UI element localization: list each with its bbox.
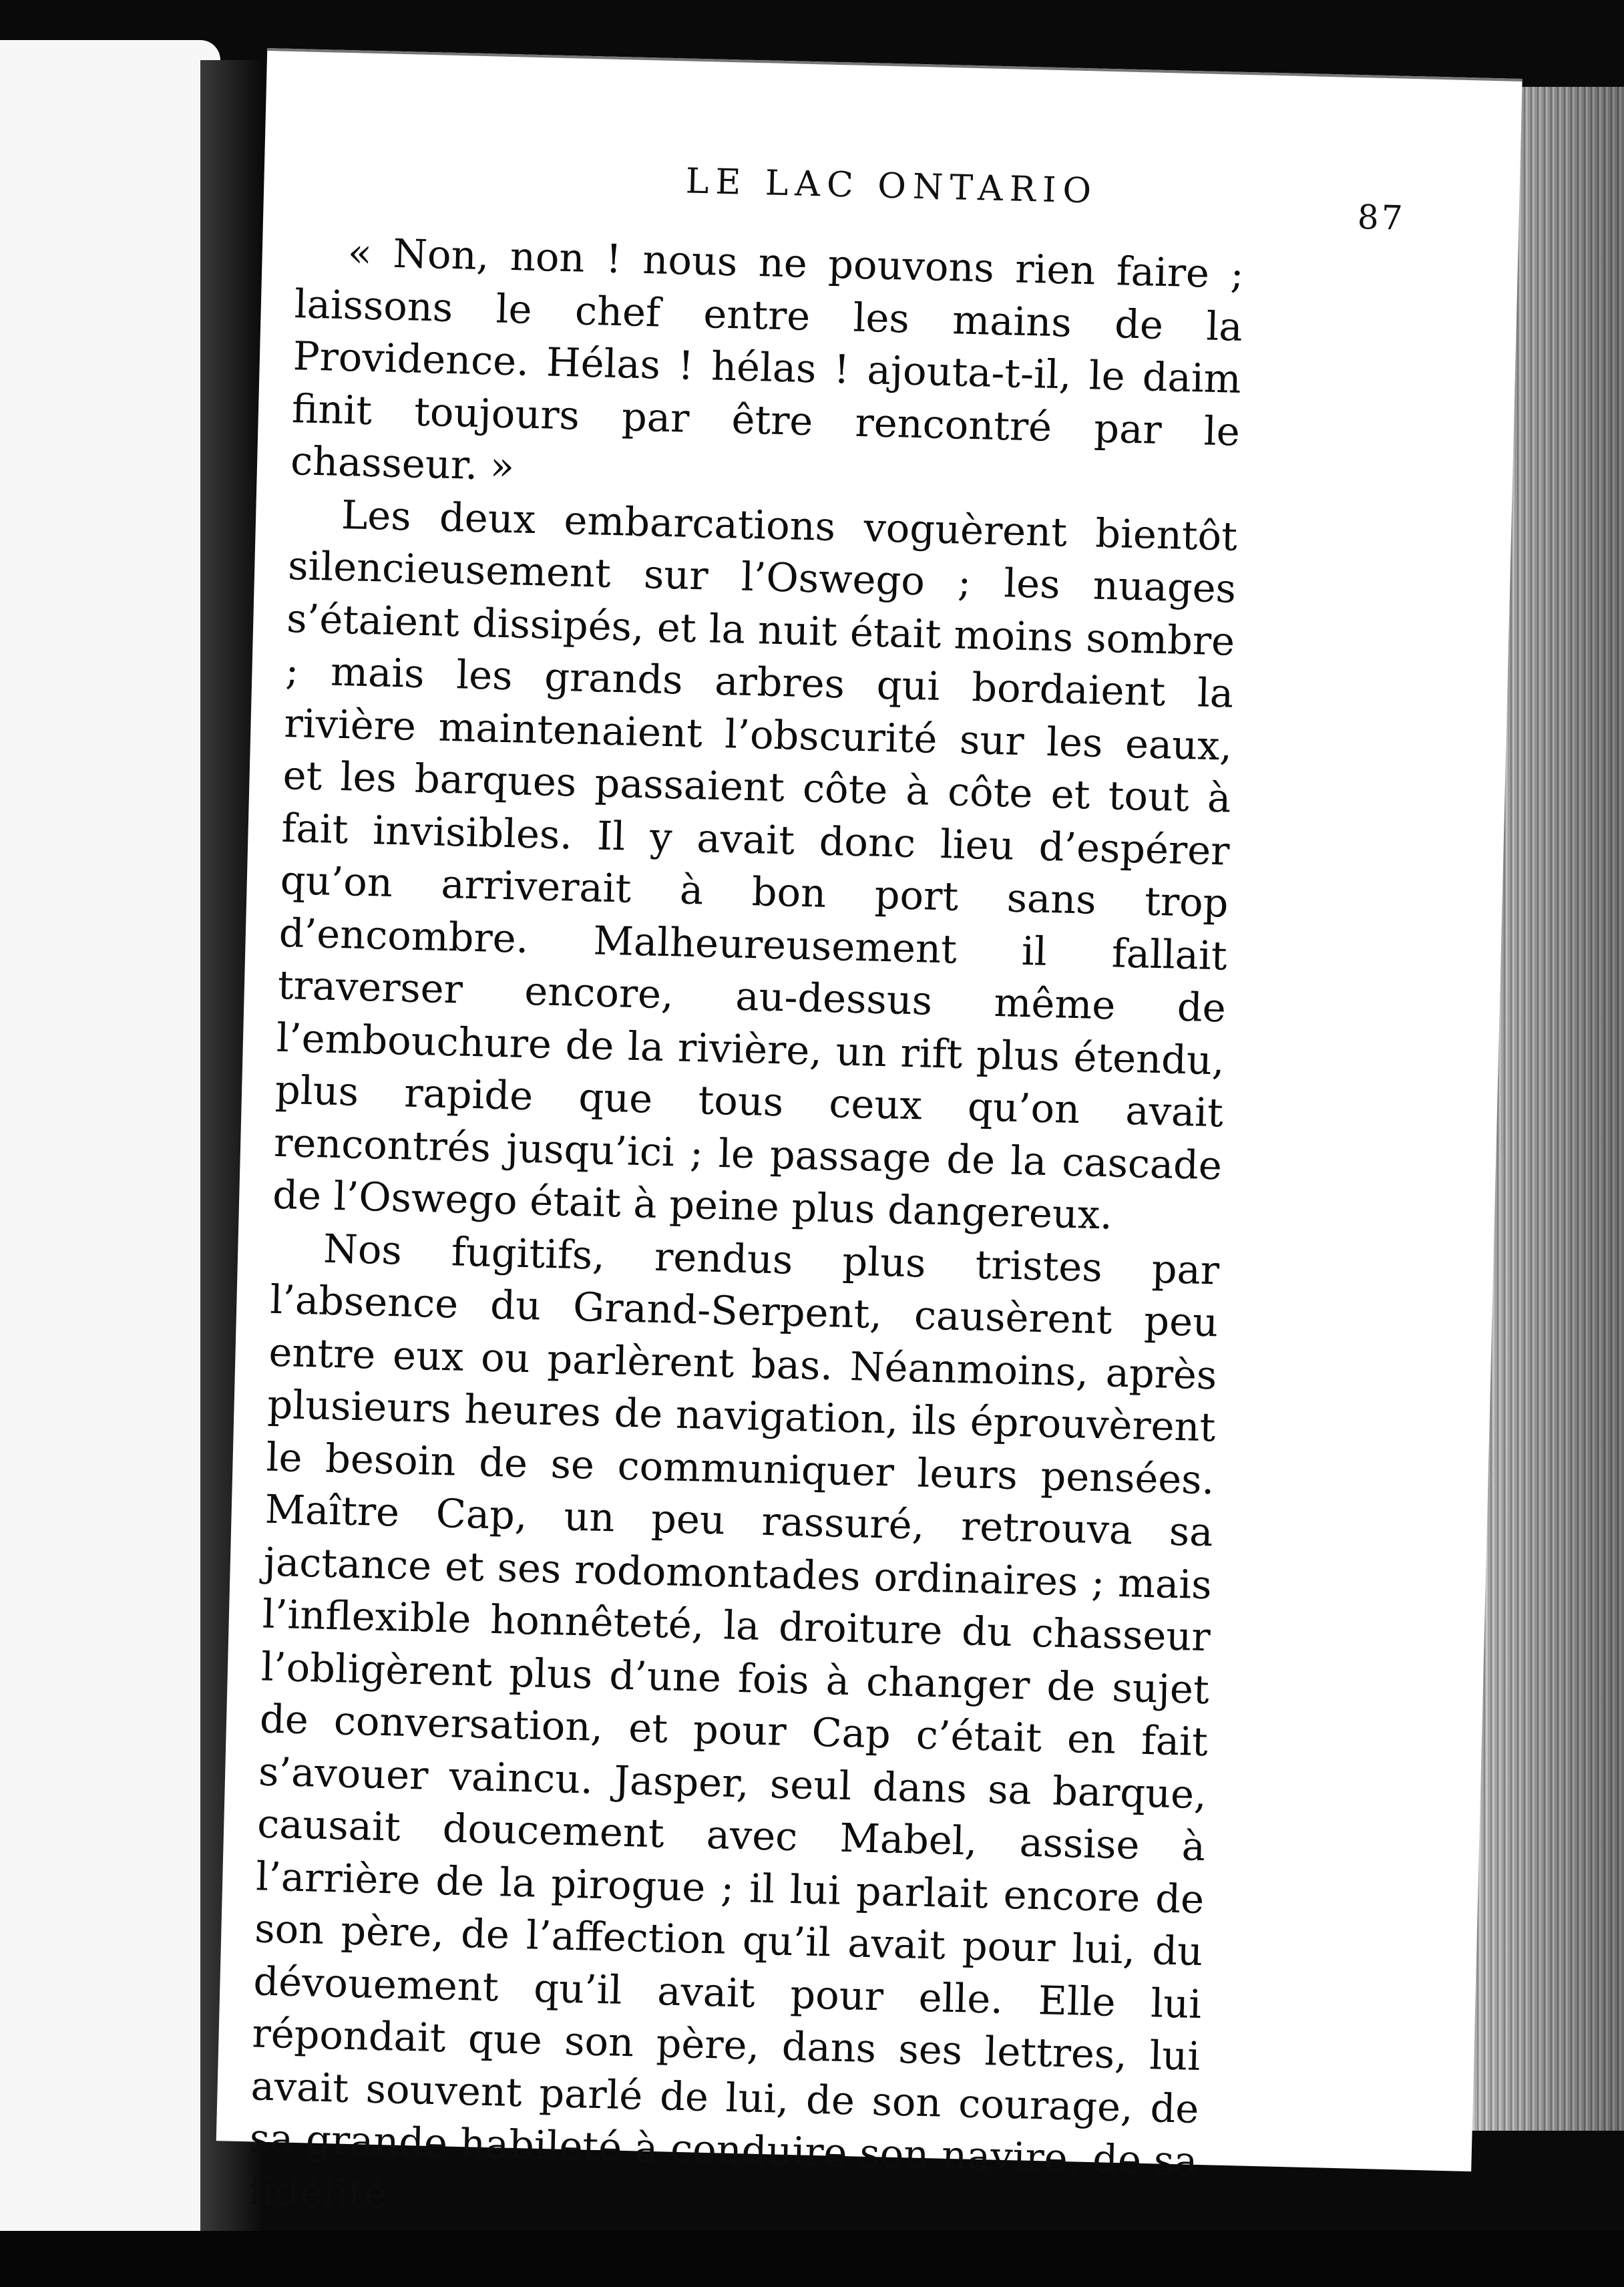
paragraph-3: Nos fugitifs, rendus plus tristes par l’absence du Grand-Serpent, causèrent peu entre eux ou parlèrent bas. Néanmoins, après plusieurs heures de navigation, ils éprouvèrent le besoin de se communiquer leurs pensées. Maître Cap, un peu rassuré, retrouva sa jactance et ses rodomontades ordinaires ; mais l’inflexible honnêteté, la droiture du chasseur l’obligèrent plus d’une fois à changer de sujet de conversation, et pour Cap c’était en fait s’avouer vaincu. Jasper, seul dans sa barque, causait doucement avec Mabel, assise à l’arrière de la pirogue ; il lui parlait encore de son père, de l’affection qu’il avait pour lui, du dévouement qu’il avait pour elle. Elle lui répondait que son père, dans ses lettres, lui avait souvent parlé de lui, de son courage, de sa grande habileté à conduire son navire, de sa fidélité	[248, 1225, 1220, 2217]
book-page	[216, 48, 1522, 2217]
left-facing-page	[0, 40, 220, 2244]
page-number: 87	[1357, 198, 1406, 238]
paragraph-1: « Non, non ! nous ne pouvons rien faire ; laissons le chef entre les mains de la Providence. Hélas ! hélas ! ajouta-t-il, le daim finit toujours par être rencontré par le chasseur. »	[290, 229, 1245, 490]
page-content	[216, 51, 1522, 2217]
body-text	[248, 225, 1244, 2240]
paragraph-2: Les deux embarcations voguèrent bientôt silencieusement sur l’Oswego ; les nuages s’étaient dissipés, et la nuit était moins sombre ; mais les grands arbres qui bordaient la rivière maintenaient l’obscurité sur les eaux, et les barques passaient côte à côte et tout à fait invisibles. Il y avait donc lieu d’espérer qu’on arriverait à bon port sans trop d’encombre. Malheureusement il fallait traverser encore, au-dessus même de l’embouchure de la rivière, un rift plus étendu, plus rapide que tous ceux qu’on avait rencontrés jusqu’ici ; le passage de la cascade de l’Oswego était à peine plus dangereux.	[272, 491, 1238, 1238]
scan-bottom-border	[0, 2231, 1624, 2287]
running-head: LE LAC ONTARIO	[685, 161, 1098, 212]
